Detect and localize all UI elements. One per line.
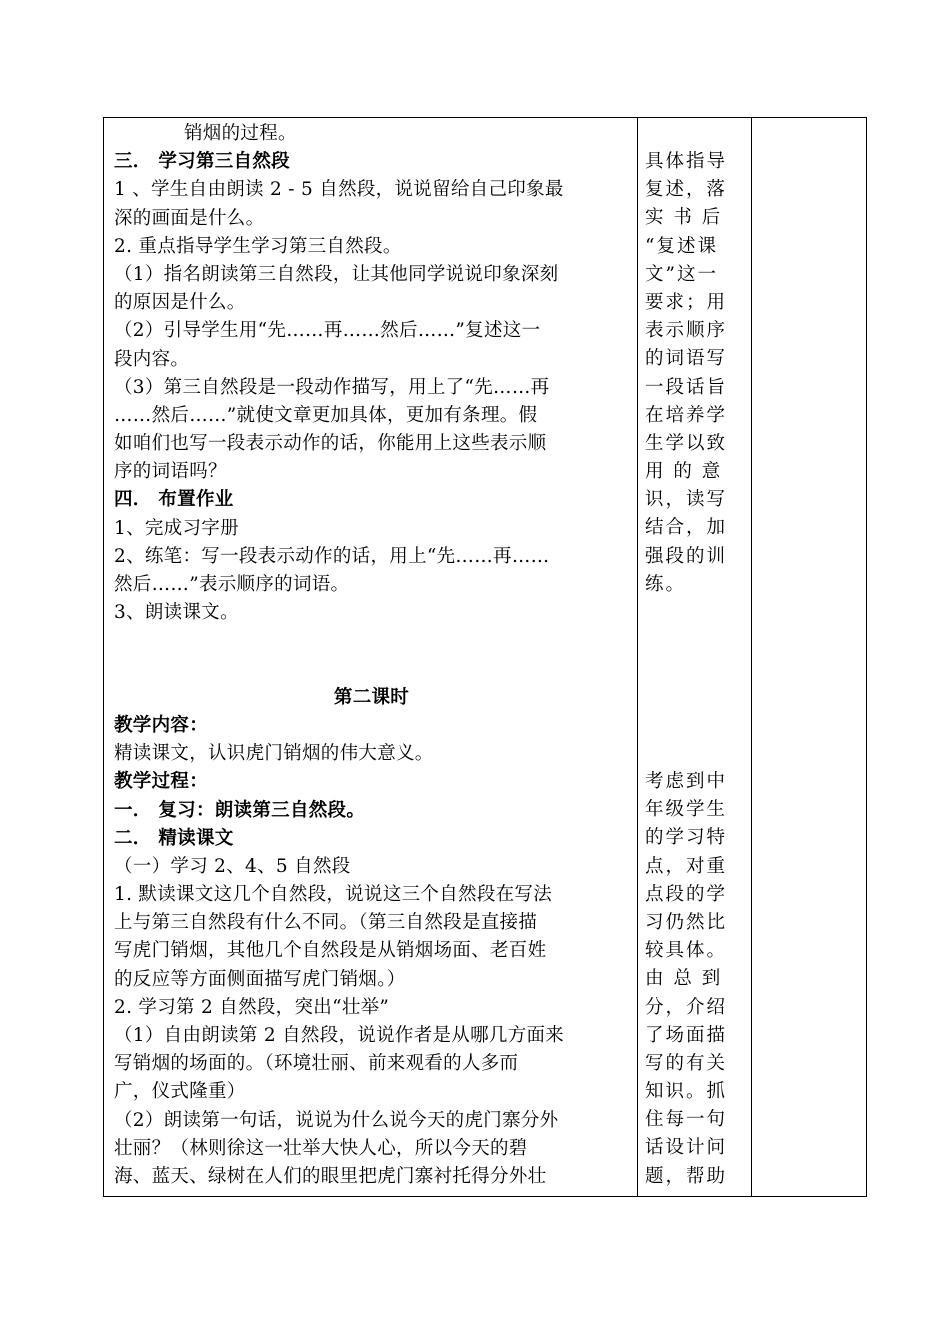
text-line: （2）引导学生用“先……再……然后……”复述这一 <box>114 320 541 342</box>
note-line: 的词语写 <box>645 348 728 370</box>
text-line: 序的词语吗？ <box>114 461 227 483</box>
text-line: 的反应等方面侧面描写虎门销烟。） <box>114 968 406 990</box>
note-line: 一段话旨 <box>645 376 728 398</box>
text-line: 壮丽？（林则徐这一壮举大快人心，所以今天的碧 <box>114 1137 528 1159</box>
design-intent-notes-2 <box>645 768 745 1191</box>
note-line: 习仍然比 <box>645 911 728 933</box>
text-line: （2）朗读第一句话，说说为什么说今天的虎门寨分外 <box>114 1109 559 1131</box>
note-line: 文”这一 <box>645 263 718 285</box>
text-line: （一）学习 2、4、5 自然段 <box>114 855 351 877</box>
column-divider <box>637 118 638 1196</box>
text-line: 上与第三自然段有什么不同。（第三自然段是直接描 <box>114 912 538 934</box>
column-divider <box>751 118 752 1196</box>
text-line: 2、练笔：写一段表示动作的话，用上“先……再…… <box>114 545 550 567</box>
text-line: 销烟的过程。 <box>184 123 297 144</box>
note-line: 要求；用 <box>645 291 728 313</box>
text-line: 广，仪式隆重） <box>114 1081 246 1103</box>
text-line: （1）自由朗读第 2 自然段，说说作者是从哪几方面来 <box>114 1025 565 1046</box>
teaching-content-column <box>114 120 629 1191</box>
note-line: 写的有关 <box>645 1052 728 1074</box>
note-line: 考虑到中 <box>645 771 728 792</box>
text-line: 1. 默读课文这几个自然段，说说这三个自然段在写法 <box>114 884 553 906</box>
text-line: （1）指名朗读第三自然段，让其他同学说说印象深刻 <box>114 263 559 285</box>
section-heading: 二． 精读课文 <box>114 827 234 849</box>
section-heading: 教学过程： <box>114 771 209 793</box>
section-heading: 三． 学习第三自然段 <box>114 151 290 173</box>
note-line: 在培养学 <box>645 404 728 426</box>
note-line: 题，帮助 <box>645 1165 728 1187</box>
section-heading: 一． 复习：朗读第三自然段。 <box>114 799 366 821</box>
text-line: 2. 重点指导学生学习第三自然段。 <box>114 235 402 257</box>
lesson-period-title: 第二课时 <box>333 686 410 708</box>
note-line: 实 书 后 <box>645 207 723 229</box>
note-line: 分，介绍 <box>645 996 728 1018</box>
text-line: 3、朗读课文。 <box>114 602 239 624</box>
note-line: 话设计问 <box>645 1137 728 1159</box>
note-line: 点，对重 <box>645 855 728 877</box>
text-line: ……然后……”就使文章更加具体，更加有条理。假 <box>114 404 538 426</box>
text-line: 写销烟的场面的。（环境壮丽、前来观看的人多而 <box>114 1053 519 1075</box>
note-line: 练。 <box>645 573 687 595</box>
text-line: 精读课文，认识虎门销烟的伟大意义。 <box>114 743 434 765</box>
text-line: 段内容。 <box>114 348 190 370</box>
note-line: 生学以致 <box>645 432 728 454</box>
text-line: （3）第三自然段是一段动作描写，用上了“先……再 <box>114 376 550 398</box>
section-heading: 四． 布置作业 <box>114 489 234 511</box>
text-line: 的原因是什么。 <box>114 292 246 314</box>
note-line: 住每一句 <box>645 1109 728 1131</box>
note-line: 具体指导 <box>645 151 728 172</box>
note-line: 点段的学 <box>645 883 728 905</box>
note-line: 复述，落 <box>645 179 728 201</box>
note-line: 年级学生 <box>645 799 728 821</box>
note-line: 用 的 意 <box>645 461 723 483</box>
design-intent-notes-1 <box>645 148 745 599</box>
text-line: 然后……”表示顺序的词语。 <box>114 574 350 595</box>
note-line: 由 总 到 <box>645 968 723 990</box>
note-line: 结合，加 <box>645 517 728 539</box>
text-line: 深的画面是什么。 <box>114 207 265 229</box>
lesson-table <box>103 117 867 1197</box>
note-line: 的学习特 <box>645 827 728 849</box>
text-line: 海、蓝天、绿树在人们的眼里把虎门寨衬托得分外壮 <box>114 1165 547 1187</box>
note-line: 较具体。 <box>645 940 728 962</box>
note-line: 表示顺序 <box>645 320 728 342</box>
text-line: 1、完成习字册 <box>114 517 239 539</box>
note-line: 知识。抓 <box>645 1081 728 1103</box>
note-line: 强段的训 <box>645 545 728 567</box>
section-heading: 教学内容： <box>114 714 209 736</box>
text-line: 如咱们也写一段表示动作的话，你能用上这些表示顺 <box>114 433 547 455</box>
text-line: 1 、学生自由朗读 2 - 5 自然段，说说留给自己印象最 <box>114 179 564 201</box>
note-line: 识，读写 <box>645 489 728 511</box>
text-line: 2. 学习第 2 自然段，突出“壮举” <box>114 996 390 1018</box>
text-line: 写虎门销烟，其他几个自然段是从销烟场面、老百姓 <box>114 940 547 962</box>
note-line: 了场面描 <box>645 1024 728 1046</box>
note-line: “复述课 <box>645 235 718 257</box>
